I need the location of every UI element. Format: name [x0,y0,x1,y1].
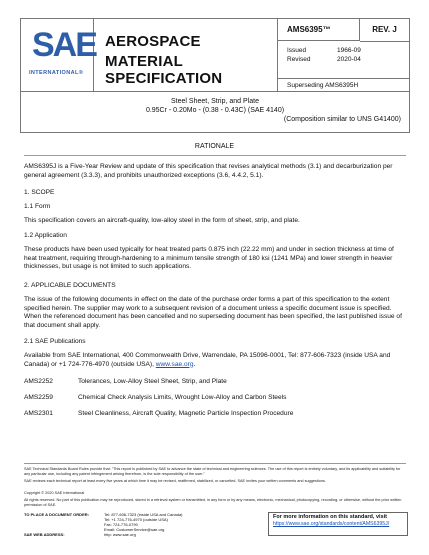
reference-description: Steel Cleanliness, Aircraft Quality, Magnetic Particle Inspection Procedure [78,410,294,417]
section-documents-heading: 2. APPLICABLE DOCUMENTS [24,282,116,289]
reference-description: Tolerances, Low-Alloy Steel Sheet, Strip, and Plate [78,378,227,385]
reference-code: AMS2301 [24,410,53,417]
superseding-note: Superseding AMS6395H [287,82,359,89]
issue-info [277,41,409,91]
reference-code: AMS2252 [24,378,53,385]
issued-label: Issued [287,47,307,54]
footer-rights-note: All rights reserved. No part of this publication may be reproduced, stored in a retrieval system or transmitted, in any form or by any means, electronic, mechanical, photocopying, recording, or otherwise, without the prior written permission of SAE. [24,498,402,507]
order-label: TO PLACE A DOCUMENT ORDER: [24,512,89,517]
revision-label: REV. J [360,19,409,42]
subject-line-1: Steel Sheet, Strip, and Plate [171,98,259,105]
order-tel-usa: Tel: 877-606-7323 (inside USA and Canada) [104,512,183,517]
order-fax: Fax: 724-776-0790 [104,522,138,527]
footer-divider [24,463,406,464]
section-scope-heading: 1. SCOPE [24,189,55,196]
section-sae-publications-text [24,352,406,369]
section-form-text: This specification covers an aircraft-quality, low-alloy steel in the form of sheet, strip, and plate. [24,217,300,224]
section-documents-text: The issue of the following documents in effect on the date of the purchase order forms a part of this specification to the extent specified herein. The supplier may work to a subsequent revision of a document unless a specific document issue is specified. When the referenced document has been cancelled and no superseding document has been specified, the last published issue of that document shall apply. [24,296,402,329]
footer-rules-note: SAE Technical Standards Board Rules provide that: "This report is published by SAE to advance the state of technical and engineering sciences. The use of this report is entirely voluntary, and its applicability and suitability for any particular use, including any patent infringement arising therefrom, is the sole responsibility of the user." [24,467,401,476]
reference-code: AMS2259 [24,394,53,401]
issued-date: 1966-09 [337,47,361,54]
more-info-text: For more information on this standard, visit [273,514,387,520]
order-tel-intl: Tel: +1 724-776-4970 (outside USA) [104,517,168,522]
sae-text-end: . [193,360,196,368]
footer-review-note: SAE reviews each technical report at least every five years at which time it may be revised, reaffirmed, stabilized, or cancelled. SAE invites your written comments and suggestions. [24,479,326,483]
order-email: Email: CustomerService@sae.org [104,527,165,532]
section-application-heading: 1.2 Application [24,232,67,239]
rationale-heading: RATIONALE [194,143,235,150]
sae-logo [21,19,94,91]
sae-availability-text: Available from SAE International, 400 Commonwealth Drive, Warrendale, PA 15096-0001, Tel: 877-606-7323 (inside USA and Canada) or +1 724-776-4970 (outside USA), [24,352,391,368]
web-address-label: SAE WEB ADDRESS: [24,532,65,537]
rationale-text: AMS6395J is a Five-Year Review and update of this specification that revises analytical methods (3.1) and decarburization per general agreement (3.3.3), and prohibits unauthorized exceptions (3.6, 4.4.2, 5.1). [24,163,393,179]
section-sae-publications-heading: 2.1 SAE Publications [24,338,86,345]
subject-line-2: 0.95Cr - 0.20Mo - (0.38 - 0.43C) (SAE 4140) [145,107,285,114]
revised-date: 2020-04 [337,56,361,63]
more-info-box [268,512,408,536]
sae-website-link[interactable]: www.sae.org [155,360,194,368]
document-type-title [93,19,278,91]
meta-divider [277,78,409,79]
document-number: AMS6395™ [277,19,360,41]
revised-label: Revised [287,56,311,63]
sae-logo-mark: SAE [32,26,96,64]
title-line-2: MATERIAL SPECIFICATION [105,53,223,87]
order-website: http: www.sae.org [104,532,136,537]
standard-url-link[interactable]: https://www.sae.org/standards/content/AMS6395J/ [273,521,390,527]
footer-copyright: Copyright © 2020 SAE International [24,491,85,495]
rationale-divider [24,155,406,156]
reference-description: Chemical Check Analysis Limits, Wrought Low-Alloy and Carbon Steels [78,394,287,401]
subject-line-3: (Composition similar to UNS G41400) [283,116,401,123]
subject-box [20,90,410,133]
document-header [20,18,410,92]
section-application-text: These products have been used typically for heat treated parts 0.875 inch (22.22 mm) and under in section thickness at time of heat treatment, requiring through-hardening to a minimum tensile strength of 180 ksi (1241 MPa) and lower strength in heavier thicknesses, but usage is not limited to such applications. [24,246,394,271]
sae-logo-subtitle: INTERNATIONAL® [29,70,84,76]
title-line-1: AEROSPACE [105,33,201,50]
section-form-heading: 1.1 Form [24,203,51,210]
